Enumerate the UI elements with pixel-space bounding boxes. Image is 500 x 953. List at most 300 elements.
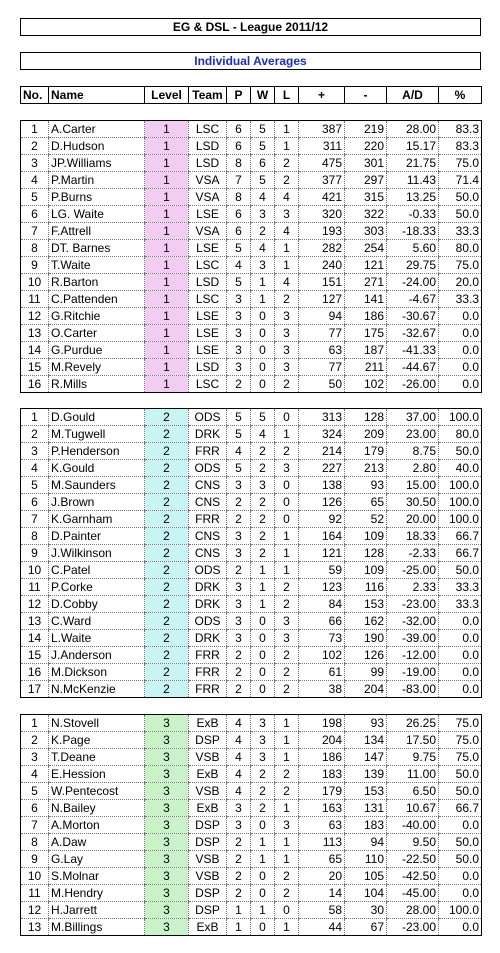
cell-plus: 204 (299, 732, 345, 749)
cell-no: 11 (21, 885, 49, 902)
cell-ad: 18.33 (387, 528, 439, 545)
cell-name: N.Bailey (49, 800, 145, 817)
cell-ad: 15.00 (387, 477, 439, 494)
cell-percent: 33.3 (439, 291, 482, 308)
cell-lost: 4 (275, 274, 299, 291)
cell-lost: 2 (275, 647, 299, 664)
cell-ad: 23.00 (387, 426, 439, 443)
cell-level: 2 (145, 664, 189, 681)
cell-team: CNS (189, 545, 227, 562)
cell-ad: 15.17 (387, 138, 439, 155)
cell-won: 3 (251, 257, 275, 274)
table-row (21, 596, 482, 613)
cell-name: G.Lay (49, 851, 145, 868)
cell-percent: 50.0 (439, 783, 482, 800)
cell-plus: 102 (299, 647, 345, 664)
cell-played: 3 (227, 630, 251, 647)
cell-lost: 2 (275, 172, 299, 189)
cell-plus: 66 (299, 613, 345, 630)
cell-name: A.Morton (49, 817, 145, 834)
cell-no: 3 (21, 443, 49, 460)
cell-level: 3 (145, 902, 189, 919)
cell-name: C.Patel (49, 562, 145, 579)
cell-won: 1 (251, 274, 275, 291)
cell-plus: 179 (299, 783, 345, 800)
cell-plus: 311 (299, 138, 345, 155)
cell-minus: 30 (345, 902, 387, 919)
cell-name: J.Wilkinson (49, 545, 145, 562)
cell-minus: 65 (345, 494, 387, 511)
cell-minus: 67 (345, 919, 387, 936)
cell-won: 0 (251, 359, 275, 376)
cell-plus: 113 (299, 834, 345, 851)
cell-lost: 3 (275, 817, 299, 834)
cell-team: LSE (189, 325, 227, 342)
cell-name: K.Gould (49, 460, 145, 477)
cell-lost: 1 (275, 545, 299, 562)
cell-percent: 100.0 (439, 409, 482, 426)
cell-percent: 100.0 (439, 494, 482, 511)
cell-level: 1 (145, 240, 189, 257)
cell-level: 2 (145, 426, 189, 443)
cell-percent: 0.0 (439, 376, 482, 393)
table-row (21, 664, 482, 681)
cell-level: 1 (145, 359, 189, 376)
cell-team: FRR (189, 664, 227, 681)
cell-minus: 190 (345, 630, 387, 647)
cell-name: D.Gould (49, 409, 145, 426)
cell-ad: 17.50 (387, 732, 439, 749)
cell-team: VSB (189, 851, 227, 868)
cell-name: R.Mills (49, 376, 145, 393)
cell-level: 1 (145, 121, 189, 138)
cell-lost: 2 (275, 155, 299, 172)
cell-team: DRK (189, 426, 227, 443)
cell-percent: 0.0 (439, 359, 482, 376)
cell-team: VSB (189, 749, 227, 766)
table-row (21, 851, 482, 868)
cell-ad: -22.50 (387, 851, 439, 868)
cell-lost: 4 (275, 223, 299, 240)
cell-name: K.Garnham (49, 511, 145, 528)
cell-percent: 0.0 (439, 308, 482, 325)
table-row (21, 715, 482, 732)
cell-plus: 183 (299, 766, 345, 783)
table-row (21, 155, 482, 172)
cell-percent: 50.0 (439, 443, 482, 460)
cell-ad: 26.25 (387, 715, 439, 732)
cell-percent: 100.0 (439, 902, 482, 919)
cell-name: G.Purdue (49, 342, 145, 359)
cell-played: 3 (227, 545, 251, 562)
cell-played: 6 (227, 121, 251, 138)
cell-plus: 227 (299, 460, 345, 477)
cell-level: 2 (145, 596, 189, 613)
cell-ad: -44.67 (387, 359, 439, 376)
cell-plus: 320 (299, 206, 345, 223)
table-row (21, 545, 482, 562)
cell-team: DSP (189, 817, 227, 834)
cell-plus: 163 (299, 800, 345, 817)
cell-lost: 2 (275, 868, 299, 885)
cell-played: 8 (227, 155, 251, 172)
cell-name: D.Hudson (49, 138, 145, 155)
cell-lost: 1 (275, 121, 299, 138)
cell-minus: 109 (345, 562, 387, 579)
cell-percent: 83.3 (439, 138, 482, 155)
cell-percent: 0.0 (439, 664, 482, 681)
cell-percent: 33.3 (439, 596, 482, 613)
cell-lost: 3 (275, 206, 299, 223)
cell-lost: 1 (275, 257, 299, 274)
cell-minus: 147 (345, 749, 387, 766)
cell-won: 2 (251, 494, 275, 511)
cell-played: 1 (227, 919, 251, 936)
cell-name: JP.Williams (49, 155, 145, 172)
cell-no: 14 (21, 630, 49, 647)
cell-played: 2 (227, 562, 251, 579)
cell-minus: 134 (345, 732, 387, 749)
cell-played: 7 (227, 172, 251, 189)
cell-no: 3 (21, 155, 49, 172)
cell-won: 3 (251, 749, 275, 766)
cell-ad: -2.33 (387, 545, 439, 562)
cell-no: 14 (21, 342, 49, 359)
cell-level: 2 (145, 494, 189, 511)
cell-ad: -4.67 (387, 291, 439, 308)
cell-minus: 219 (345, 121, 387, 138)
cell-team: VSB (189, 783, 227, 800)
cell-level: 3 (145, 851, 189, 868)
cell-played: 5 (227, 274, 251, 291)
cell-played: 4 (227, 783, 251, 800)
col-header-played: P (227, 87, 251, 104)
table-row (21, 800, 482, 817)
cell-ad: 21.75 (387, 155, 439, 172)
cell-percent: 0.0 (439, 885, 482, 902)
cell-lost: 1 (275, 732, 299, 749)
cell-ad: -42.50 (387, 868, 439, 885)
cell-name: M.Tugwell (49, 426, 145, 443)
cell-minus: 153 (345, 783, 387, 800)
cell-lost: 3 (275, 342, 299, 359)
cell-won: 3 (251, 732, 275, 749)
cell-percent: 0.0 (439, 342, 482, 359)
cell-minus: 109 (345, 528, 387, 545)
table-row (21, 274, 482, 291)
cell-percent: 0.0 (439, 919, 482, 936)
cell-played: 2 (227, 868, 251, 885)
cell-ad: -24.00 (387, 274, 439, 291)
table-row (21, 138, 482, 155)
cell-team: LSE (189, 206, 227, 223)
cell-minus: 93 (345, 477, 387, 494)
cell-played: 2 (227, 885, 251, 902)
cell-name: M.Hendry (49, 885, 145, 902)
cell-percent: 66.7 (439, 528, 482, 545)
cell-name: D.Painter (49, 528, 145, 545)
cell-won: 4 (251, 189, 275, 206)
cell-team: LSC (189, 291, 227, 308)
cell-plus: 44 (299, 919, 345, 936)
col-header-won: W (251, 87, 275, 104)
cell-no: 15 (21, 359, 49, 376)
cell-plus: 164 (299, 528, 345, 545)
cell-won: 1 (251, 562, 275, 579)
table-row (21, 613, 482, 630)
cell-percent: 75.0 (439, 155, 482, 172)
cell-team: ExB (189, 715, 227, 732)
level-2-table (20, 408, 482, 698)
cell-won: 0 (251, 868, 275, 885)
cell-plus: 123 (299, 579, 345, 596)
cell-level: 1 (145, 376, 189, 393)
cell-team: DSP (189, 834, 227, 851)
cell-level: 2 (145, 409, 189, 426)
cell-minus: 104 (345, 885, 387, 902)
cell-percent: 0.0 (439, 630, 482, 647)
cell-ad: 11.43 (387, 172, 439, 189)
cell-name: C.Ward (49, 613, 145, 630)
cell-plus: 186 (299, 749, 345, 766)
cell-won: 1 (251, 834, 275, 851)
cell-no: 15 (21, 647, 49, 664)
cell-plus: 61 (299, 664, 345, 681)
cell-name: P.Henderson (49, 443, 145, 460)
cell-ad: 13.25 (387, 189, 439, 206)
col-header-percent: % (439, 87, 482, 104)
cell-no: 7 (21, 817, 49, 834)
cell-level: 1 (145, 138, 189, 155)
cell-plus: 421 (299, 189, 345, 206)
cell-won: 3 (251, 477, 275, 494)
column-header-row (20, 86, 482, 104)
cell-plus: 121 (299, 545, 345, 562)
cell-plus: 475 (299, 155, 345, 172)
cell-lost: 3 (275, 613, 299, 630)
table-row (21, 121, 482, 138)
cell-level: 1 (145, 257, 189, 274)
table-row (21, 172, 482, 189)
cell-no: 13 (21, 325, 49, 342)
cell-won: 0 (251, 919, 275, 936)
cell-played: 3 (227, 342, 251, 359)
col-header-team: Team (189, 87, 227, 104)
table-row (21, 579, 482, 596)
cell-no: 17 (21, 681, 49, 698)
cell-minus: 128 (345, 545, 387, 562)
cell-played: 5 (227, 240, 251, 257)
cell-plus: 282 (299, 240, 345, 257)
cell-won: 4 (251, 240, 275, 257)
cell-played: 3 (227, 291, 251, 308)
cell-ad: -83.00 (387, 681, 439, 698)
table-row (21, 223, 482, 240)
cell-minus: 94 (345, 834, 387, 851)
table-row (21, 291, 482, 308)
cell-minus: 139 (345, 766, 387, 783)
cell-won: 1 (251, 596, 275, 613)
cell-minus: 187 (345, 342, 387, 359)
cell-played: 3 (227, 325, 251, 342)
col-header-name: Name (49, 87, 145, 104)
cell-team: LSD (189, 155, 227, 172)
cell-ad: 28.00 (387, 121, 439, 138)
cell-no: 7 (21, 511, 49, 528)
cell-ad: 2.33 (387, 579, 439, 596)
cell-ad: 30.50 (387, 494, 439, 511)
cell-minus: 213 (345, 460, 387, 477)
cell-team: ExB (189, 800, 227, 817)
cell-ad: 9.50 (387, 834, 439, 851)
cell-no: 8 (21, 240, 49, 257)
cell-played: 2 (227, 664, 251, 681)
cell-ad: 10.67 (387, 800, 439, 817)
cell-minus: 183 (345, 817, 387, 834)
table-row (21, 783, 482, 800)
table-row (21, 749, 482, 766)
cell-lost: 0 (275, 494, 299, 511)
cell-minus: 105 (345, 868, 387, 885)
cell-team: CNS (189, 494, 227, 511)
cell-ad: -45.00 (387, 885, 439, 902)
table-row (21, 528, 482, 545)
cell-plus: 73 (299, 630, 345, 647)
cell-level: 1 (145, 172, 189, 189)
cell-won: 5 (251, 172, 275, 189)
cell-won: 2 (251, 766, 275, 783)
cell-played: 5 (227, 426, 251, 443)
cell-name: G.Ritchie (49, 308, 145, 325)
cell-team: DSP (189, 732, 227, 749)
cell-name: P.Martin (49, 172, 145, 189)
cell-no: 4 (21, 766, 49, 783)
cell-level: 1 (145, 291, 189, 308)
cell-played: 3 (227, 477, 251, 494)
cell-percent: 50.0 (439, 562, 482, 579)
table-row (21, 257, 482, 274)
cell-team: ODS (189, 409, 227, 426)
cell-played: 2 (227, 376, 251, 393)
cell-ad: 5.60 (387, 240, 439, 257)
cell-percent: 50.0 (439, 834, 482, 851)
cell-lost: 1 (275, 749, 299, 766)
cell-percent: 40.0 (439, 460, 482, 477)
cell-plus: 59 (299, 562, 345, 579)
cell-name: J.Brown (49, 494, 145, 511)
cell-plus: 240 (299, 257, 345, 274)
cell-minus: 121 (345, 257, 387, 274)
cell-lost: 2 (275, 783, 299, 800)
cell-no: 2 (21, 732, 49, 749)
cell-level: 2 (145, 630, 189, 647)
table-row (21, 919, 482, 936)
cell-won: 2 (251, 528, 275, 545)
cell-plus: 313 (299, 409, 345, 426)
cell-level: 2 (145, 681, 189, 698)
cell-level: 2 (145, 460, 189, 477)
cell-ad: -23.00 (387, 596, 439, 613)
cell-ad: -26.00 (387, 376, 439, 393)
cell-won: 2 (251, 443, 275, 460)
cell-played: 3 (227, 579, 251, 596)
table-row (21, 902, 482, 919)
cell-played: 2 (227, 511, 251, 528)
cell-team: DRK (189, 579, 227, 596)
cell-lost: 1 (275, 562, 299, 579)
cell-percent: 50.0 (439, 206, 482, 223)
cell-percent: 80.0 (439, 426, 482, 443)
cell-played: 2 (227, 851, 251, 868)
cell-won: 0 (251, 325, 275, 342)
cell-no: 11 (21, 291, 49, 308)
cell-won: 0 (251, 613, 275, 630)
cell-played: 3 (227, 596, 251, 613)
cell-percent: 100.0 (439, 511, 482, 528)
cell-won: 1 (251, 291, 275, 308)
table-row (21, 206, 482, 223)
table-row (21, 426, 482, 443)
section-title: Individual Averages (20, 52, 481, 70)
cell-lost: 4 (275, 189, 299, 206)
cell-level: 2 (145, 562, 189, 579)
table-row (21, 511, 482, 528)
cell-minus: 315 (345, 189, 387, 206)
cell-lost: 1 (275, 715, 299, 732)
cell-played: 4 (227, 732, 251, 749)
cell-lost: 1 (275, 138, 299, 155)
league-title: EG & DSL - League 2011/12 (20, 18, 481, 36)
cell-plus: 63 (299, 817, 345, 834)
cell-won: 0 (251, 630, 275, 647)
cell-won: 2 (251, 783, 275, 800)
cell-ad: 29.75 (387, 257, 439, 274)
cell-level: 3 (145, 749, 189, 766)
cell-minus: 179 (345, 443, 387, 460)
cell-lost: 3 (275, 359, 299, 376)
cell-ad: 37.00 (387, 409, 439, 426)
cell-played: 4 (227, 257, 251, 274)
cell-played: 5 (227, 460, 251, 477)
cell-name: M.Billings (49, 919, 145, 936)
cell-plus: 92 (299, 511, 345, 528)
cell-name: A.Daw (49, 834, 145, 851)
cell-name: DT. Barnes (49, 240, 145, 257)
cell-percent: 50.0 (439, 189, 482, 206)
cell-lost: 2 (275, 376, 299, 393)
cell-won: 0 (251, 342, 275, 359)
cell-lost: 1 (275, 834, 299, 851)
cell-won: 2 (251, 800, 275, 817)
cell-level: 1 (145, 189, 189, 206)
cell-minus: 99 (345, 664, 387, 681)
cell-minus: 131 (345, 800, 387, 817)
cell-level: 3 (145, 783, 189, 800)
cell-name: M.Saunders (49, 477, 145, 494)
cell-minus: 110 (345, 851, 387, 868)
cell-level: 3 (145, 817, 189, 834)
cell-plus: 127 (299, 291, 345, 308)
cell-won: 0 (251, 885, 275, 902)
cell-team: DRK (189, 596, 227, 613)
cell-played: 3 (227, 800, 251, 817)
cell-minus: 301 (345, 155, 387, 172)
cell-ad: -0.33 (387, 206, 439, 223)
cell-ad: -40.00 (387, 817, 439, 834)
cell-name: K.Page (49, 732, 145, 749)
cell-no: 7 (21, 223, 49, 240)
cell-ad: 6.50 (387, 783, 439, 800)
